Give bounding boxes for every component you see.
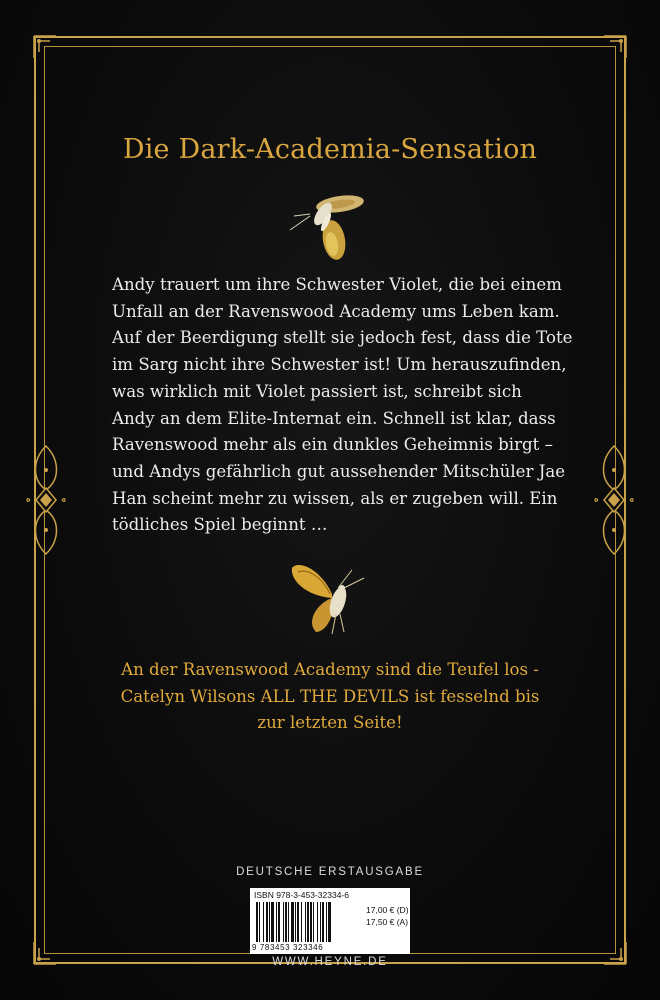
price-germany: 17,00 € (D)	[366, 905, 409, 915]
blurb-line: im Sarg nicht ihre Schwester ist! Um herauszufinden,	[112, 355, 567, 375]
barcode-icon	[254, 902, 360, 942]
headline: Die Dark-Academia-Sensation	[122, 134, 538, 166]
praise-line: Catelyn Wilsons ALL THE DEVILS ist fesselnd bis	[120, 686, 540, 706]
corner-ornament-icon	[600, 32, 630, 62]
blurb-line: Andy an dem Elite-Internat ein. Schnell ist klar, dass	[112, 408, 556, 428]
side-ornament-right-icon	[592, 440, 636, 560]
blurb-line: was wirklich mit Violet passiert ist, schreibt sich	[112, 381, 522, 401]
price-austria: 17,50 € (A)	[366, 917, 409, 927]
moth-icon	[280, 188, 380, 264]
blurb-text	[112, 272, 573, 539]
corner-ornament-icon	[30, 938, 60, 968]
praise-quote	[100, 657, 560, 737]
edition-label: DEUTSCHE ERSTAUSGABE	[236, 866, 424, 878]
blurb-line: Andy trauert um ihre Schwester Violet, die bei einem	[112, 275, 562, 294]
isbn-text: ISBN 978-3-453-32334-6	[254, 890, 349, 900]
blurb-line: Ravenswood mehr als ein dunkles Geheimnis birgt –	[112, 435, 553, 455]
praise-line: An der Ravenswood Academy sind die Teufel los -	[121, 660, 539, 679]
praise-line: zur letzten Seite!	[257, 713, 403, 732]
blurb-line: Auf der Beerdigung stellt sie jedoch fest, dass die Tote	[112, 328, 573, 348]
butterfly-icon	[286, 558, 378, 640]
blurb-line: tödliches Spiel beginnt …	[112, 515, 328, 535]
blurb-line: und Andys gefährlich gut aussehender Mitschüler Jae	[112, 461, 566, 481]
blurb-line: Unfall an der Ravenswood Academy ums Leben kam.	[112, 301, 560, 321]
corner-ornament-icon	[30, 32, 60, 62]
publisher-website: WWW.HEYNE.DE	[272, 956, 388, 968]
corner-ornament-icon	[600, 938, 630, 968]
barcode-digits: 9 783453 323346	[252, 943, 324, 952]
side-ornament-left-icon	[24, 440, 68, 560]
blurb-line: Han scheint mehr zu wissen, als er zugeben will. Ein	[112, 488, 558, 508]
barcode-label	[250, 888, 410, 954]
